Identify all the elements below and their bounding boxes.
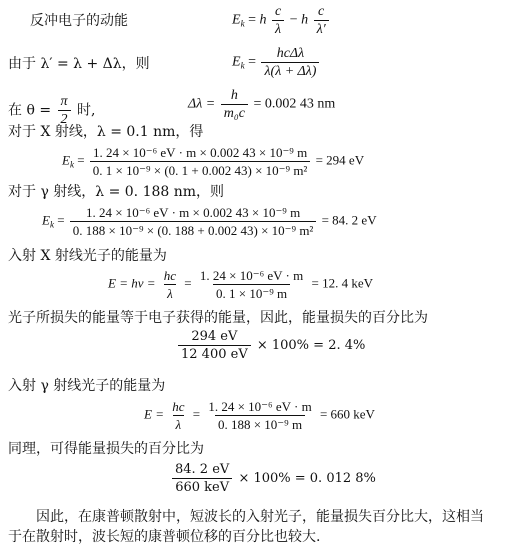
eq-sign: = <box>184 275 192 291</box>
line-4-text: 对于 X 射线，λ = 0.1 nm，得 <box>8 124 204 140</box>
frac-den: m₀c <box>221 104 248 121</box>
eq-h: h <box>301 12 309 28</box>
eq-rhs: = 0.002 43 nm <box>253 96 336 112</box>
frac-gamma-energy <box>205 399 314 432</box>
eq-lhs: E = hν = <box>108 275 156 291</box>
eq-lhs: E = <box>144 406 164 422</box>
eq-delta-lambda <box>188 88 335 121</box>
frac-xray <box>90 145 311 178</box>
frac-hc-delta <box>261 46 319 79</box>
frac-den: 0. 1 × 10⁻⁹ × (0. 1 + 0.002 43) × 10⁻⁹ m² <box>90 161 311 178</box>
eq-sub: k <box>49 219 54 230</box>
eq-lhs: E <box>232 12 241 28</box>
eq-sign: = <box>57 212 65 228</box>
frac-xray-loss <box>178 329 251 362</box>
frac-num: c <box>274 4 282 19</box>
line-8-text: 入射 X 射线光子的能量为 <box>8 248 167 264</box>
eq-ek-delta <box>232 46 321 79</box>
eq-rhs: = 12. 4 keV <box>311 275 373 291</box>
conclusion-line-2: 于在散射时，波长短的康普顿位移的百分比也较大. <box>8 529 321 545</box>
frac-num: hc <box>172 399 185 414</box>
frac-num: 1. 24 × 10⁻⁶ eV · m × 0.002 43 × 10⁻⁹ m <box>92 145 308 160</box>
eq-sub: k <box>240 60 245 71</box>
line-6-text: 对于 γ 射线，λ = 0. 188 nm，则 <box>8 184 225 200</box>
frac-num: 84. 2 eV <box>175 462 230 477</box>
eq-rhs: × 100% = 0. 012 8% <box>238 471 376 486</box>
frac-num: 294 eV <box>191 329 238 344</box>
frac-num: c <box>318 4 325 19</box>
frac-den: λ(λ + Δλ) <box>261 62 319 79</box>
frac-den: 2 <box>58 110 71 127</box>
eq-lhs: E <box>232 54 241 70</box>
frac-num: hc <box>163 268 177 283</box>
frac-den: 0. 188 × 10⁻⁹ m <box>215 415 305 432</box>
frac-num: h <box>230 88 238 103</box>
frac-hc-lambda <box>169 399 187 432</box>
frac-den: 12 400 eV <box>178 345 251 362</box>
theta-text: 在 θ = <box>8 102 52 119</box>
eq-ek-xray <box>62 145 364 178</box>
frac-gamma <box>70 205 317 238</box>
eq-lhs: E <box>42 212 50 228</box>
eq-sign: = <box>248 54 256 70</box>
conclusion-line-1: 因此，在康普顿散射中，短波长的入射光子，能量损失百分比大，这相当 <box>36 509 484 525</box>
frac-c-lambda <box>272 4 284 37</box>
eq-lhs: Δλ = <box>188 96 216 112</box>
eq-ek-gamma <box>42 205 377 238</box>
eq-sign: = <box>248 12 256 28</box>
frac-den: λ′ <box>314 20 329 37</box>
line-14-text: 同理，可得能量损失的百分比为 <box>8 441 204 457</box>
eq-rhs: = 660 keV <box>319 406 375 422</box>
frac-den: λ <box>272 20 284 37</box>
eq-rhs: = 294 eV <box>315 152 365 168</box>
eq-sub: k <box>240 18 245 29</box>
frac-den: λ <box>164 284 176 301</box>
eq-photon-energy-xray <box>108 268 373 301</box>
frac-den: λ <box>173 415 185 432</box>
eq-sign: = <box>77 152 85 168</box>
eq-lhs: E <box>62 152 70 168</box>
frac-den: 660 keV <box>172 478 232 495</box>
frac-c-lambda-prime <box>314 4 329 37</box>
eq-photon-energy-gamma <box>144 399 375 432</box>
eq-h: h <box>259 12 267 28</box>
frac-xray-energy <box>197 268 306 301</box>
frac-num: 1. 24 × 10⁻⁶ eV · m × 0.002 43 × 10⁻⁹ m <box>85 205 301 220</box>
line-10-text: 光子所损失的能量等于电子获得的能量，因此，能量损失的百分比为 <box>8 310 428 326</box>
frac-gamma-loss <box>172 462 232 495</box>
frac-num: 1. 24 × 10⁻⁶ eV · m <box>199 268 304 283</box>
frac-den: 0. 188 × 10⁻⁹ × (0. 188 + 0.002 43) × 10⁻⁹ m² <box>70 221 317 238</box>
minus-sign: − <box>289 12 298 28</box>
line-2-text: 由于 λ′ = λ + Δλ，则 <box>8 56 150 72</box>
line-1-text: 反冲电子的动能 <box>30 13 128 29</box>
frac-num: π <box>60 94 68 109</box>
eq-rhs: × 100% = 2. 4% <box>256 338 366 353</box>
theta-suffix: 时, <box>76 102 96 119</box>
frac-hc-lambda <box>161 268 179 301</box>
eq-sub: k <box>69 159 74 170</box>
eq-sign: = <box>192 406 201 422</box>
frac-num: hcΔλ <box>276 46 305 61</box>
eq-ek-definition <box>232 4 331 37</box>
line-12-text: 入射 γ 射线光子的能量为 <box>8 378 166 394</box>
frac-num: 1. 24 × 10⁻⁶ eV · m <box>208 399 312 414</box>
eq-loss-percent-xray <box>176 329 365 362</box>
frac-den: 0. 1 × 10⁻⁹ m <box>213 284 290 301</box>
frac-h-m0c <box>221 88 248 121</box>
eq-rhs: = 84. 2 eV <box>321 212 377 228</box>
eq-loss-percent-gamma <box>170 462 376 495</box>
